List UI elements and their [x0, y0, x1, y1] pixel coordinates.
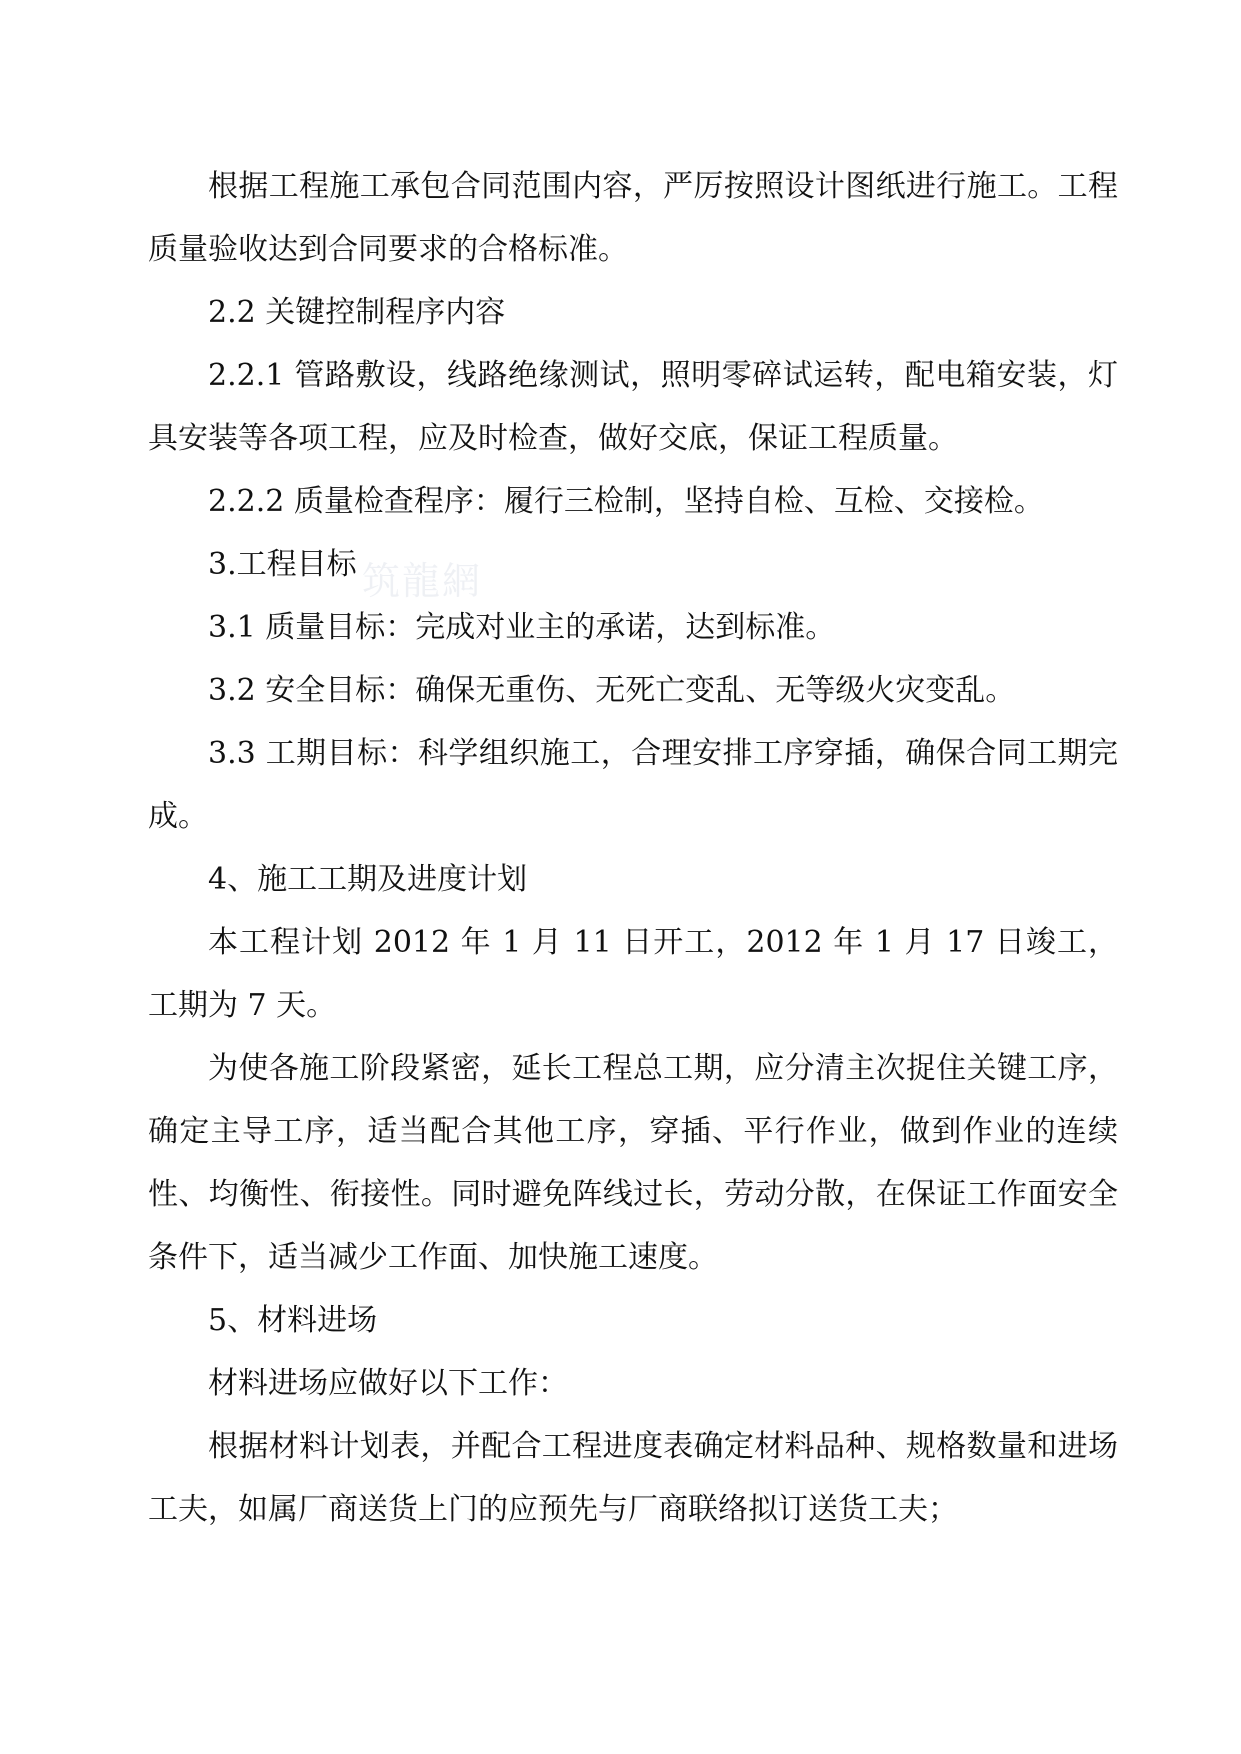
- paragraph-3-3: 3.3 工期目标：科学组织施工，合理安排工序穿插，确保合同工期完成。: [148, 736, 1118, 834]
- paragraph-scope: 根据工程施工承包合同范围内容，严厉按照设计图纸进行施工。工程质量验收达到合同要求的合格标准。: [148, 169, 1118, 267]
- heading-4: 4、施工工期及进度计划: [208, 862, 528, 897]
- heading-2-2: 2.2 关键控制程序内容: [208, 295, 506, 330]
- paragraph-material-intro: 材料进场应做好以下工作：: [208, 1366, 568, 1401]
- paragraph-3-2: 3.2 安全目标：确保无重伤、无死亡变乱、无等级火灾变乱。: [208, 673, 1016, 708]
- paragraph-3-1: 3.1 质量目标：完成对业主的承诺，达到标准。: [208, 610, 836, 645]
- heading-5: 5、材料进场: [208, 1303, 378, 1338]
- paragraph-2-2-2: 2.2.2 质量检查程序：履行三检制，坚持自检、互检、交接检。: [208, 484, 1044, 519]
- watermark: 筑龍網: [362, 559, 483, 603]
- paragraph-material-plan: 根据材料计划表，并配合工程进度表确定材料品种、规格数量和进场工夫，如属厂商送货上门的应预先与厂商联络拟订送货工夫；: [148, 1429, 1118, 1527]
- heading-3: 3.工程目标: [208, 547, 357, 582]
- paragraph-2-2-1: 2.2.1 管路敷设，线路绝缘测试，照明零碎试运转，配电箱安装，灯具安装等各项工程，应及时检查，做好交底，保证工程质量。: [148, 358, 1118, 456]
- paragraph-organization: 为使各施工阶段紧密，延长工程总工期，应分清主次捉住关键工序，确定主导工序，适当配合其他工序，穿插、平行作业，做到作业的连续性、均衡性、衔接性。同时避免阵线过长，劳动分散，在保证工作面安全条件下，适当减少工作面、加快施工速度。: [148, 1051, 1118, 1275]
- document-body: [148, 155, 1118, 1541]
- paragraph-schedule: 本工程计划 2012 年 1 月 11 日开工，2012 年 1 月 17 日竣工，工期为 7 天。: [148, 925, 1118, 1023]
